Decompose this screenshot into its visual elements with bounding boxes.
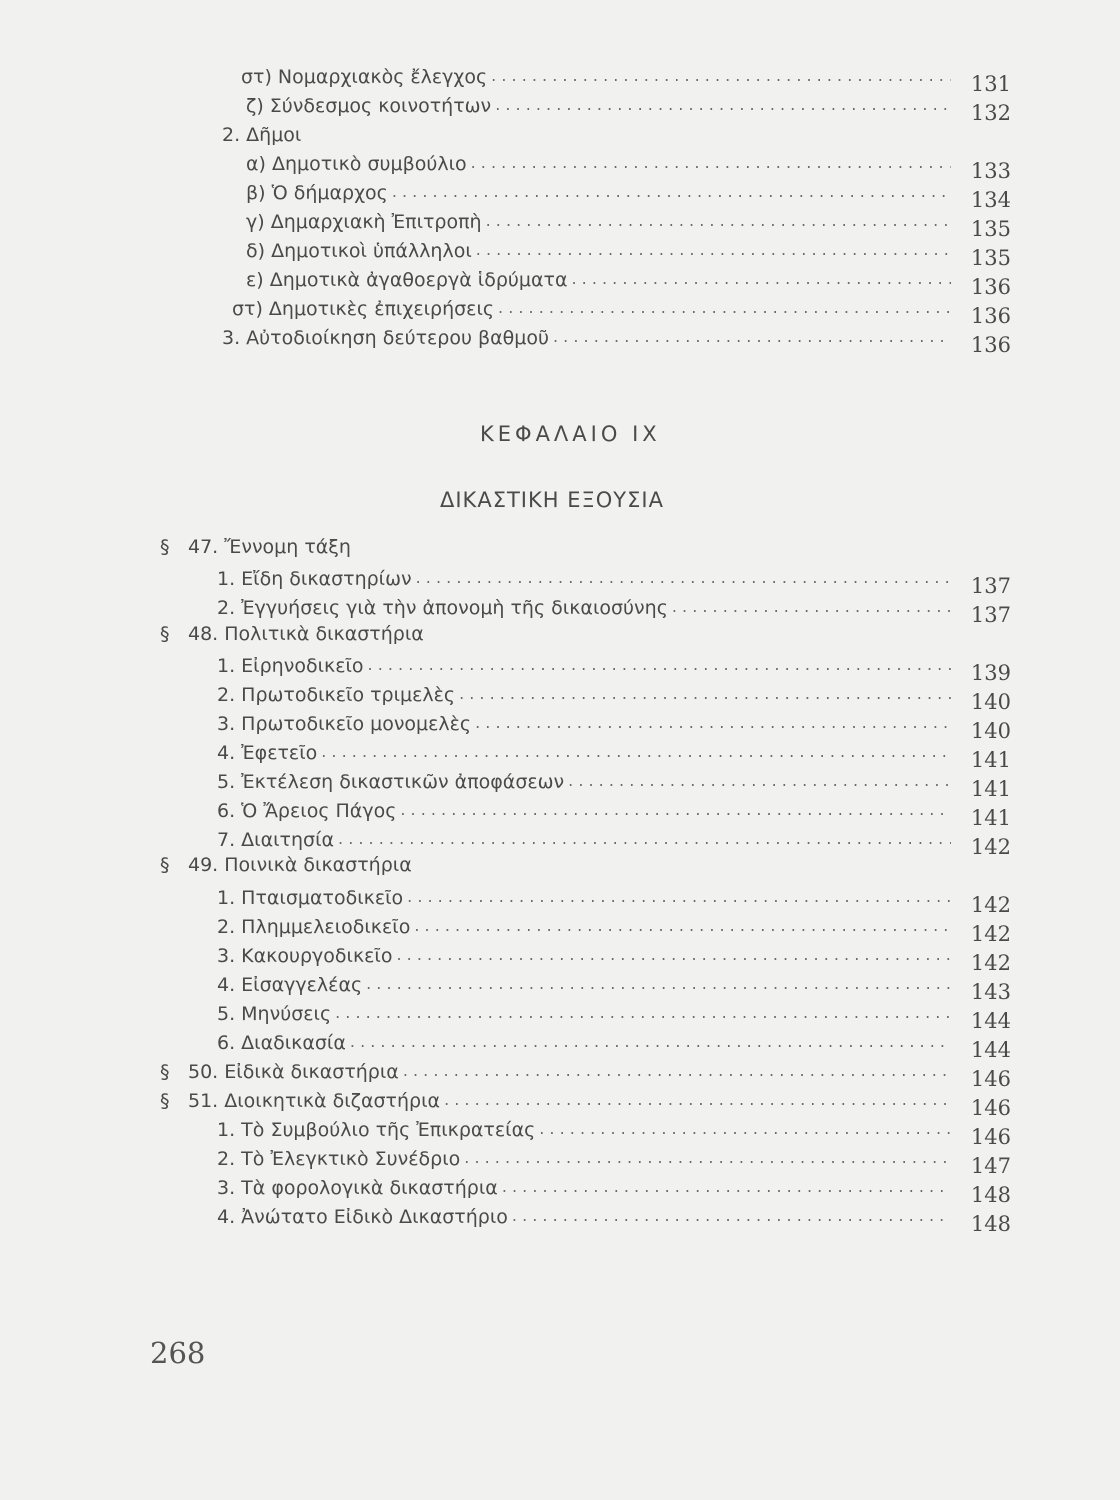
toc-entry [217, 1140, 1013, 1178]
entry-page: 144 [970, 1038, 1011, 1062]
entry-label [160, 1061, 403, 1083]
dot-leader [475, 713, 951, 732]
entry-page: 142 [970, 893, 1011, 917]
entry-label: 1. Πταισματοδικεῖο [217, 887, 404, 909]
entry-page: 142 [970, 922, 1011, 946]
section-label: 48. Πολιτικὰ δικαστήρια [188, 623, 424, 645]
entry-label: ζ) Σύνδεσμος κοινοτήτων [246, 95, 492, 117]
section-symbol: § [160, 1090, 170, 1112]
entry-label: 2. Πλημμελειοδικεῖο [217, 916, 411, 938]
entry-page: 139 [970, 661, 1011, 685]
toc-entry [222, 319, 1013, 357]
dot-leader [495, 95, 951, 114]
dot-leader [476, 240, 951, 259]
entry-page: 135 [970, 217, 1011, 241]
dot-leader [498, 298, 951, 317]
dot-leader [568, 771, 951, 790]
entry-page: 140 [970, 719, 1011, 743]
toc-entry [246, 261, 1013, 299]
entry-page: 144 [970, 1009, 1011, 1033]
dot-leader [539, 1119, 951, 1138]
dot-leader [502, 1177, 951, 1196]
entry-page: 143 [970, 980, 1011, 1004]
dot-leader [464, 1148, 951, 1167]
entry-label: 2. Ἐγγυήσεις γιὰ τὴν ἀπονομὴ τῆς δικαιοσύνης [217, 597, 668, 619]
dot-leader [571, 269, 951, 288]
entry-label: 3. Τὰ φορολογικὰ δικαστήρια [217, 1177, 498, 1199]
section-label: 51. Διοικητικὰ διζαστήρια [188, 1090, 441, 1112]
toc-entry [246, 87, 1013, 125]
entry-label: 7. Διαιτησία [217, 829, 335, 851]
dot-leader [491, 66, 951, 85]
dot-leader [338, 829, 951, 848]
entry-label: δ) Δημοτικοὶ ὑπάλληλοι [246, 240, 472, 262]
dot-leader [407, 887, 951, 906]
entry-label: 4. Εἰσαγγελέας [217, 974, 363, 996]
entry-label: 2. Δῆμοι [222, 124, 302, 146]
entry-label: γ) Δημαρχιακὴ Ἐπιτροπὴ [246, 211, 482, 233]
toc-entry [217, 792, 1013, 830]
toc-entry [217, 734, 1013, 772]
entry-label: α) Δημοτικὸ συμβούλιο [246, 153, 467, 175]
toc-entry [217, 937, 1013, 975]
dot-leader [396, 945, 951, 964]
toc-entry [241, 58, 1013, 96]
entry-label: στ) Δημοτικὲς ἐπιχειρήσεις [232, 298, 495, 320]
toc-entry [246, 174, 1013, 212]
entry-page: 137 [970, 603, 1011, 627]
section-label: 50. Εἰδικὰ δικαστήρια [188, 1061, 399, 1083]
entry-label: 2. Πρωτοδικεῖο τριμελὲς [217, 684, 456, 706]
entry-label: 1. Τὸ Συμβούλιο τῆς Ἐπικρατείας [217, 1119, 536, 1141]
entry-page: 132 [970, 101, 1011, 125]
entry-label: 1. Εἴδη δικαστηρίων [217, 568, 412, 590]
toc-entry [217, 589, 1013, 627]
section-heading [160, 623, 424, 645]
entry-page: 141 [970, 806, 1011, 830]
entry-page: 136 [970, 275, 1011, 299]
entry-label: 4. Ἐφετεῖο [217, 742, 318, 764]
chapter-number-text: ΚΕΦΑΛΑΙΟ IX [480, 422, 661, 446]
toc-entry [217, 1198, 1013, 1236]
toc-entry [246, 145, 1013, 183]
page-number: 268 [150, 1336, 206, 1370]
dot-leader [672, 597, 951, 616]
dot-leader [553, 327, 951, 346]
entry-page: 147 [970, 1154, 1011, 1178]
entry-label: 1. Εἰρηνοδικεῖο [217, 655, 364, 677]
dot-leader [444, 1090, 951, 1109]
dot-leader [321, 742, 951, 761]
toc-entry [217, 995, 1013, 1033]
toc-entry [232, 290, 1013, 328]
entry-page: 141 [970, 777, 1011, 801]
section-heading [160, 854, 412, 876]
section-symbol: § [160, 536, 170, 558]
toc-entry [217, 966, 1013, 1004]
entry-page: 148 [970, 1212, 1011, 1236]
entry-label: 6. Διαδικασία [217, 1032, 346, 1054]
dot-leader [486, 211, 951, 230]
entry-page: 134 [970, 188, 1011, 212]
toc-entry [217, 879, 1013, 917]
entry-page: 146 [970, 1125, 1011, 1149]
toc-entry [160, 1053, 1013, 1091]
dot-leader [335, 1003, 951, 1022]
entry-label: 5. Μηνύσεις [217, 1003, 332, 1025]
toc-entry [160, 1082, 1013, 1120]
entry-page: 146 [970, 1067, 1011, 1091]
dot-leader [459, 684, 951, 703]
entry-page: 136 [970, 333, 1011, 357]
entry-page: 137 [970, 574, 1011, 598]
entry-label: στ) Νομαρχιακὸς ἔλεγχος [241, 66, 488, 88]
section-label: 47. Ἔννομη τάξη [188, 536, 351, 558]
entry-page: 142 [970, 951, 1011, 975]
entry-label: 4. Ἀνώτατο Εἰδικὸ Δικαστήριο [217, 1206, 508, 1228]
entry-label: 5. Ἐκτέλεση δικαστικῶν ἀποφάσεων [217, 771, 565, 793]
entry-page: 131 [970, 72, 1011, 96]
dot-leader [403, 1061, 951, 1080]
chapter-title [440, 488, 840, 512]
entry-label: 2. Τὸ Ἐλεγκτικὸ Συνέδριο [217, 1148, 461, 1170]
chapter-title-text: ΔΙΚΑΣΤΙΚΗ ΕΞΟΥΣΙΑ [440, 488, 664, 512]
entry-page: 135 [970, 246, 1011, 270]
entry-page: 142 [970, 835, 1011, 859]
toc-entry [217, 1024, 1013, 1062]
entry-page: 141 [970, 748, 1011, 772]
section-symbol: § [160, 1061, 170, 1083]
toc-entry [217, 560, 1013, 598]
entry-page: 133 [970, 159, 1011, 183]
dot-leader [400, 800, 951, 819]
toc-entry [217, 705, 1013, 743]
chapter-number [480, 422, 780, 446]
section-symbol: § [160, 623, 170, 645]
toc-entry [217, 647, 1013, 685]
entry-page: 146 [970, 1096, 1011, 1120]
toc-entry [246, 203, 1013, 241]
dot-leader [368, 655, 951, 674]
toc-entry [217, 676, 1013, 714]
section-symbol: § [160, 854, 170, 876]
section-label: 49. Ποινικὰ δικαστήρια [188, 854, 412, 876]
entry-page: 136 [970, 304, 1011, 328]
entry-label: ε) Δημοτικὰ ἀγαθοεργὰ ἱδρύματα [246, 269, 568, 291]
toc-entry [217, 908, 1013, 946]
toc-entry [217, 1169, 1013, 1207]
entry-label: 3. Πρωτοδικεῖο μονομελὲς [217, 713, 472, 735]
entry-label: 6. Ὁ Ἄρειος Πάγος [217, 800, 397, 822]
dot-leader [414, 916, 951, 935]
dot-leader [366, 974, 951, 993]
dot-leader [512, 1206, 951, 1225]
toc-entry [246, 232, 1013, 270]
entry-label: 3. Κακουργοδικεῖο [217, 945, 393, 967]
toc-subsection [222, 116, 722, 146]
dot-leader [471, 153, 951, 172]
dot-leader [392, 182, 951, 201]
section-heading [160, 536, 351, 558]
entry-page: 140 [970, 690, 1011, 714]
entry-page: 148 [970, 1183, 1011, 1207]
entry-label: β) Ὁ δήμαρχος [246, 182, 388, 204]
toc-entry [217, 763, 1013, 801]
toc-entry [217, 821, 1013, 859]
entry-label [160, 1090, 444, 1112]
toc-entry [217, 1111, 1013, 1149]
dot-leader [350, 1032, 951, 1051]
dot-leader [416, 568, 951, 587]
entry-label: 3. Αὐτοδιοίκηση δεύτερου βαθμοῦ [222, 327, 549, 349]
